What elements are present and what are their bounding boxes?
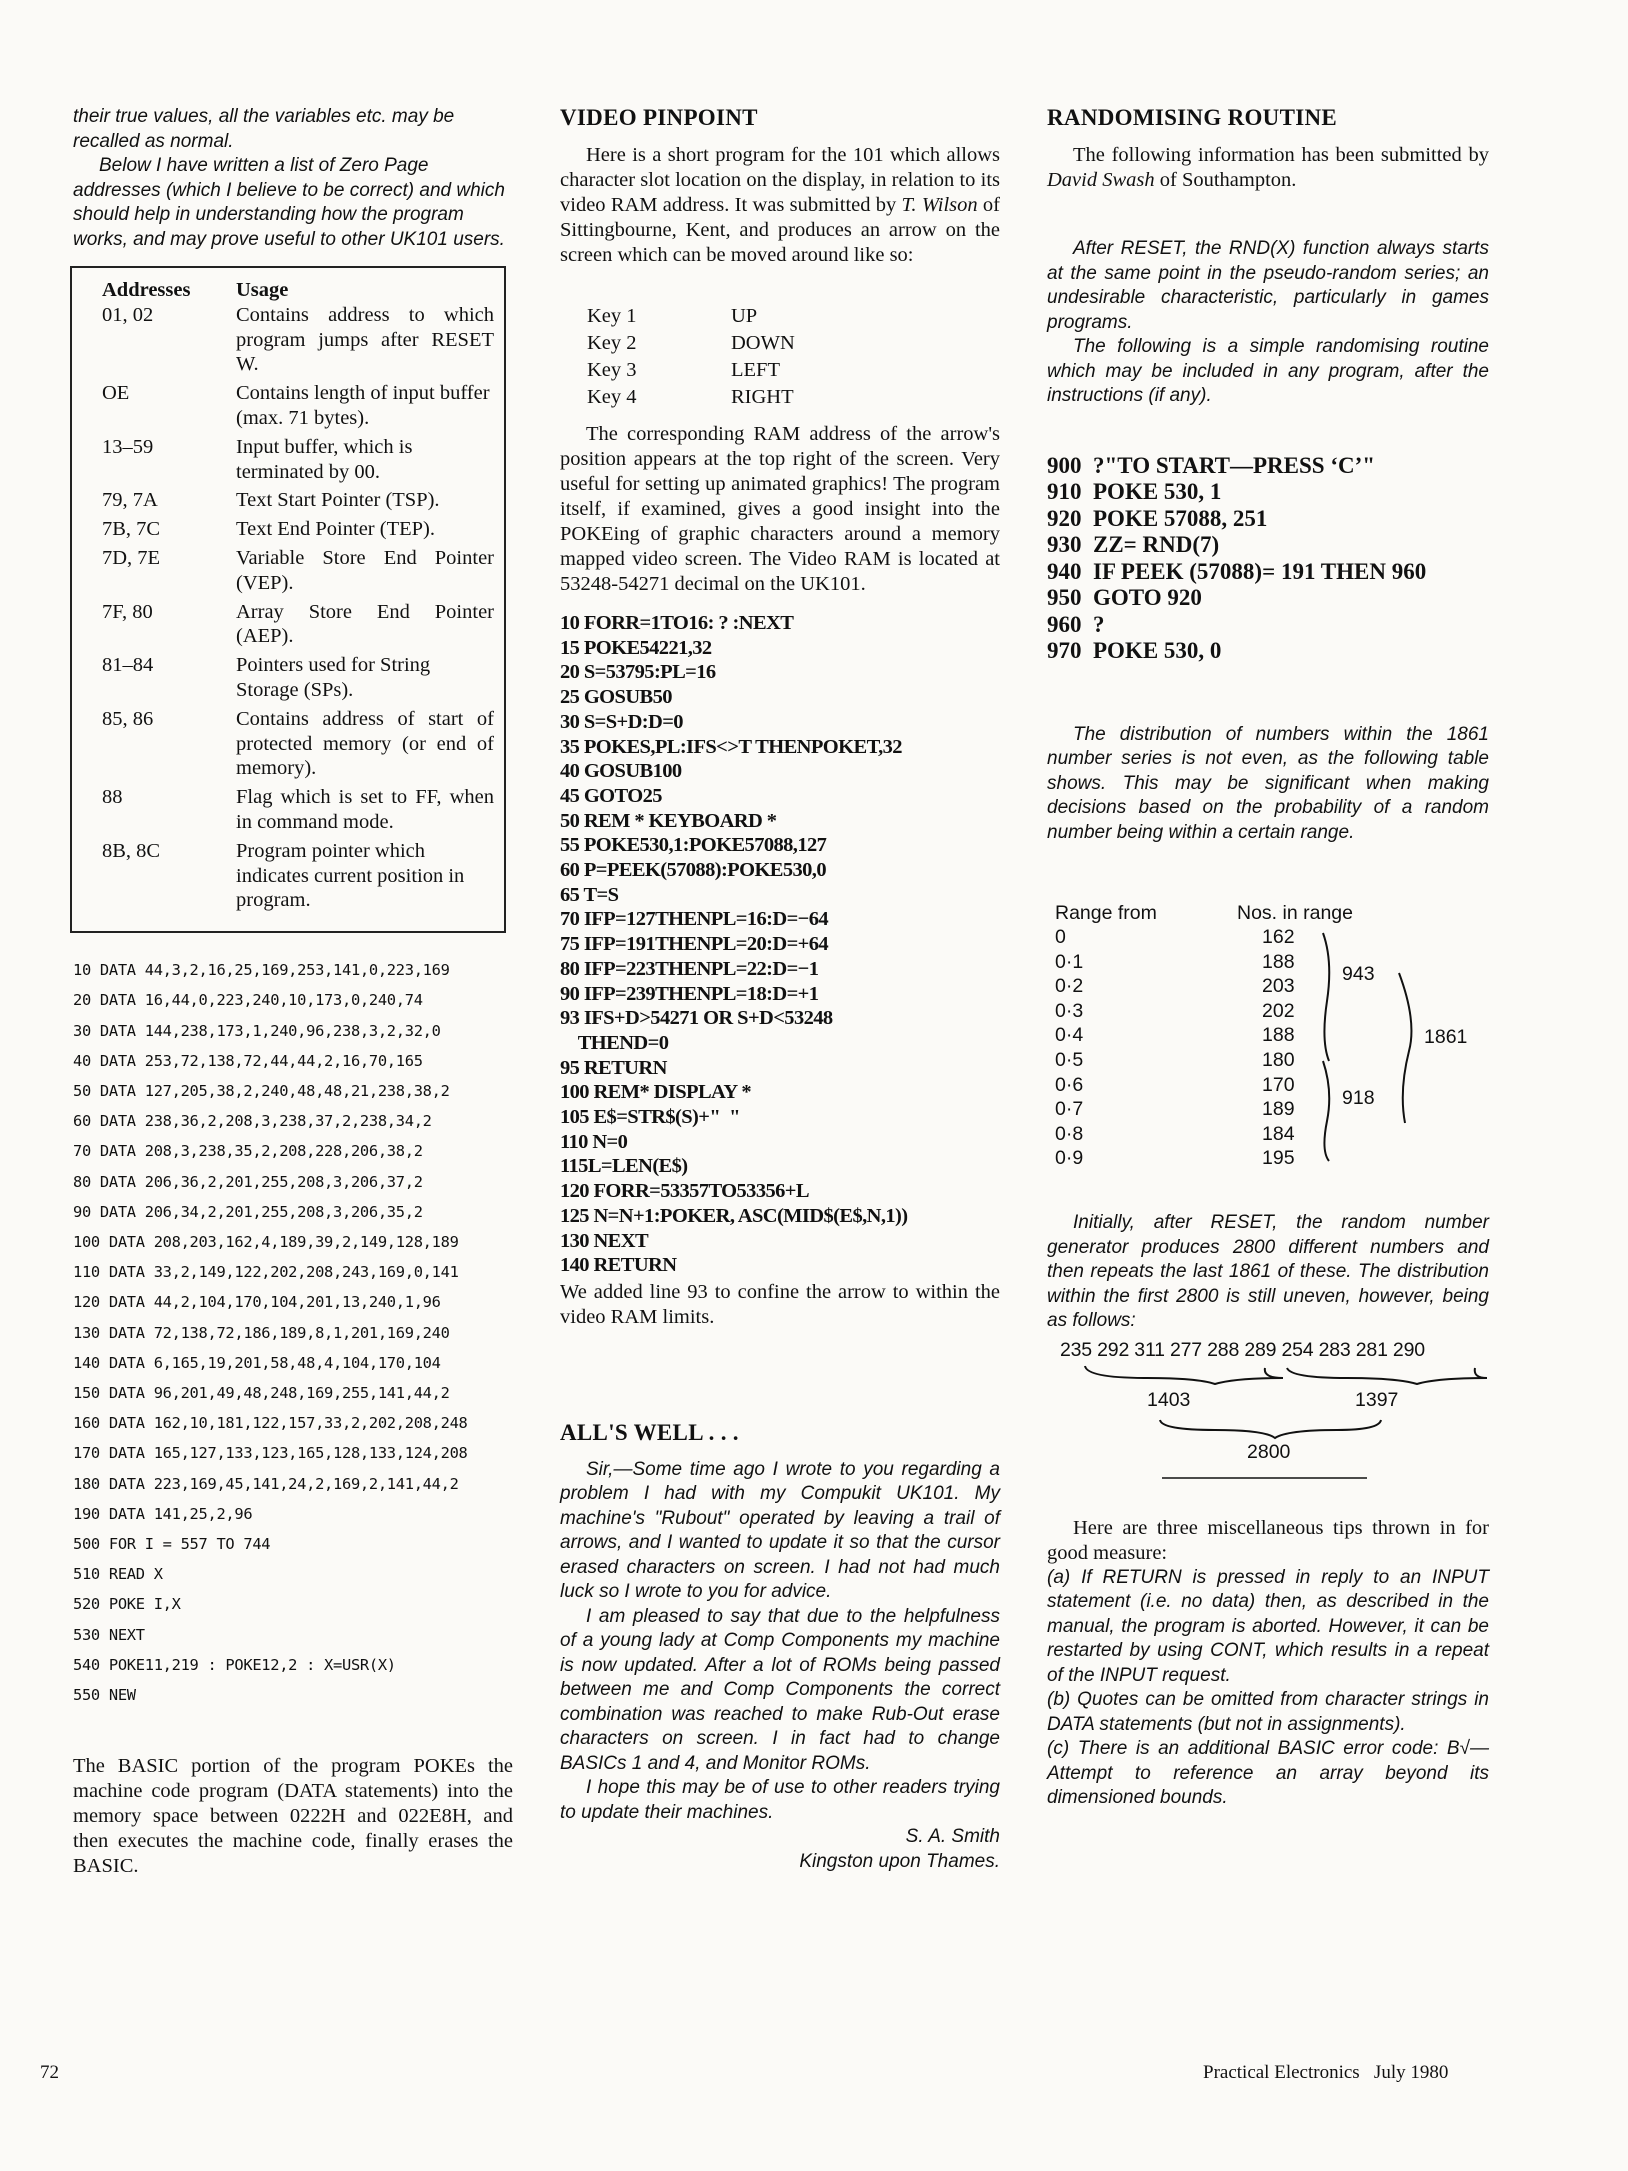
key-direction: DOWN xyxy=(731,332,795,354)
range-count-cell: 184 xyxy=(1262,1122,1295,1145)
distribution-braces xyxy=(1047,1338,1487,1488)
intro-text-a: The following information has been submitted by xyxy=(1073,144,1489,166)
italic-para: The following is a simple randomising routine which may be included in any program, after the instructions (if any). xyxy=(1047,336,1489,406)
usage-cell: Program pointer which indicates current position in program. xyxy=(236,839,465,912)
key-row xyxy=(587,331,795,356)
usage-cell: Input buffer, which is terminated by 00. xyxy=(236,435,413,483)
addr-cell: 01, 02 xyxy=(102,303,154,326)
key-row xyxy=(587,358,795,383)
intro-line-1: their true values, all the variables etc. may be recalled as normal. xyxy=(73,106,455,152)
intro-line-2: Below I have written a list of Zero Page addresses (which I believe to be correct) and which should help in understanding how the program works, and may prove useful to other UK101 users. xyxy=(73,155,505,250)
range-header-from: Range from xyxy=(1055,902,1157,924)
range-count-cell: 188 xyxy=(1262,950,1295,973)
intro-text-a: Here is a short program for the 101 which allows character slot location on the display, in relation to its video RAM address. It was submitted by xyxy=(560,144,1000,216)
line-93-note xyxy=(560,1280,1000,1330)
bracket-943 xyxy=(1323,933,1329,1061)
column-right xyxy=(1047,105,1489,1811)
usage-cell: Pointers used for String Storage (SPs). xyxy=(236,654,431,701)
addr-cell: 13–59 xyxy=(102,435,154,458)
basic-paragraph xyxy=(73,1754,513,1879)
range-brackets xyxy=(1047,901,1487,1171)
table-row xyxy=(102,653,494,707)
italic-para: Initially, after RESET, the random number generator produces 2800 different numbers and then repeats the last 1861 of these. The distribution within the first 2800 is still uneven, however, being as follows: xyxy=(1047,1212,1489,1331)
tips-intro-text: Here are three miscellaneous tips thrown in for good measure: xyxy=(1047,1516,1489,1564)
tips-list xyxy=(1047,1566,1489,1811)
range-count-cell: 202 xyxy=(1262,999,1295,1022)
table-row xyxy=(102,785,494,839)
letter-para: I hope this may be of use to other readers trying to update their machines. xyxy=(560,1777,1000,1823)
key-row xyxy=(587,304,795,329)
usage-cell: Contains address to which program jumps after RESET W. xyxy=(236,303,494,376)
key-direction: LEFT xyxy=(731,359,780,381)
addr-cell: 88 xyxy=(102,786,123,809)
range-count-cell: 188 xyxy=(1262,1024,1295,1047)
table-row xyxy=(102,381,494,435)
intro-text-b: of Sittingbourne, Kent, and produces an arrow on the screen which can be moved around like so: xyxy=(560,194,1000,266)
range-table xyxy=(1047,901,1489,1171)
letter-signature: S. A. Smith xyxy=(905,1826,1000,1848)
key-label: Key 3 xyxy=(587,359,637,381)
author-name: T. Wilson xyxy=(901,194,978,216)
header-addresses: Addresses xyxy=(102,279,191,301)
basic-paragraph-text: The BASIC portion of the program POKEs the machine code program (DATA statements) into the memory space between 0222H and 022E8H, and then executes the machine code, finally erases the BASIC. xyxy=(73,1755,513,1878)
usage-cell: Variable Store End Pointer (VEP). xyxy=(236,546,494,594)
intro-text-b: of Southampton. xyxy=(1154,169,1297,191)
video-pinpoint-heading: VIDEO PINPOINT xyxy=(560,105,758,130)
sum-1397: 1397 xyxy=(1355,1388,1399,1411)
line-93-note-text: We added line 93 to confine the arrow to within the video RAM limits. xyxy=(560,1280,1000,1328)
key-table xyxy=(585,302,797,412)
italic-para: After RESET, the RND(X) function always starts at the same point in the pseudo-random series; an undesirable characteristic, particularly in games programs. xyxy=(1047,238,1489,333)
table-row xyxy=(102,517,494,546)
range-count-cell: 180 xyxy=(1262,1049,1295,1071)
bracket-918 xyxy=(1323,1061,1329,1161)
range-count-cell: 195 xyxy=(1262,1147,1295,1170)
usage-cell: Contains address of start of protected memory (or end of memory). xyxy=(236,707,494,780)
video-pinpoint-intro xyxy=(560,143,1000,268)
basic-program-listing: 10 FORR=1TO16: ? :NEXT 15 POKE54221,32 20 S=53795:PL=16 25 GOSUB50 30 S=S+D:D=0 35 POKES,PL:IFS<>T THENPOKET,32 40 GOSUB100 45 GOTO25 50 REM * KEYBOARD * 55 POKE530,1:POKE57088,127 60 P=PEEK(57088):POKE530,0 65 T=S 70 IFP=127THENPL=16:D=−64 75 IFP=191THENPL=20:D=+64 80 IFP=223THENPL=22:D=−1 90 IFP=239THENPL=18:D=+1 93 IFS+D>54271 OR S+D<53248 THEND=0 95 RETURN 100 REM* DISPLAY * 105 E$=STR$(S)+" " 110 N=0 115L=LEN(E$) 120 FORR=53357TO53356+L 125 N=N+1:POKER, ASC(MID$(E$,N,1)) 130 NEXT 140 RETURN xyxy=(560,612,908,1277)
tip-item: (b) Quotes can be omitted from character strings in DATA statements (but not in assignments). xyxy=(1047,1689,1489,1735)
publication-footer: Practical Electronics July 1980 xyxy=(1203,2062,1449,2083)
page-number: 72 xyxy=(40,2062,59,2083)
distribution-figure xyxy=(1047,1338,1489,1488)
letter-body xyxy=(560,1458,1000,1875)
table-row xyxy=(102,546,494,600)
tips-intro xyxy=(1047,1516,1489,1566)
range-from-cell: 0·4 xyxy=(1055,1024,1084,1047)
ram-paragraph-text: The corresponding RAM address of the arrow's position appears at the top right of the screen. Very useful for setting up animated graphics! The program itself, if examined, gives a good insight into the POKEing of graphic characters around a memory mapped video screen. The Video RAM is located at 53248-54271 decimal on the UK101. xyxy=(560,423,1000,595)
distribution-text xyxy=(1047,723,1489,846)
usage-cell: Flag which is set to FF, when in command mode. xyxy=(236,786,494,833)
tip-item: (c) There is an additional BASIC error code: B√—Attempt to reference an array beyond its dimensioned bounds. xyxy=(1047,1738,1489,1808)
usage-cell: Contains length of input buffer (max. 71 bytes). xyxy=(236,382,490,429)
key-row xyxy=(587,385,795,410)
usage-cell: Text Start Pointer (TSP). xyxy=(236,489,440,512)
range-count-cell: 189 xyxy=(1262,1098,1295,1121)
addr-cell: OE xyxy=(102,382,130,405)
table-row xyxy=(102,839,494,917)
range-count-cell: 162 xyxy=(1262,926,1295,948)
sum-918: 918 xyxy=(1342,1087,1375,1109)
key-label: Key 2 xyxy=(587,332,637,354)
range-from-cell: 0 xyxy=(1055,926,1066,948)
key-direction: UP xyxy=(731,305,758,327)
randomising-code: 900 ?"TO START—PRESS ‘C’" 910 POKE 530, 1 920 POKE 57088, 251 930 ZZ= RND(7) 940 IF PEEK (57088)= 191 THEN 960 950 GOTO 920 960 ? 970 POKE 530, 0 xyxy=(1047,452,1427,663)
addr-cell: 7F, 80 xyxy=(102,600,153,623)
addr-cell: 85, 86 xyxy=(102,707,154,730)
intro-text xyxy=(73,105,513,252)
initially-text xyxy=(1047,1211,1489,1334)
randomising-heading: RANDOMISING ROUTINE xyxy=(1047,105,1338,130)
addr-cell: 8B, 8C xyxy=(102,839,161,862)
addr-cell: 81–84 xyxy=(102,654,154,677)
usage-cell: Array Store End Pointer (AEP). xyxy=(236,600,494,648)
sum-2800: 2800 xyxy=(1247,1440,1291,1463)
range-header-nos: Nos. in range xyxy=(1237,902,1353,924)
range-from-cell: 0·7 xyxy=(1055,1098,1084,1121)
addr-cell: 7D, 7E xyxy=(102,546,161,569)
sum-1403: 1403 xyxy=(1147,1388,1191,1411)
sum-1861: 1861 xyxy=(1424,1026,1468,1048)
table-row xyxy=(102,303,494,381)
range-from-cell: 0·6 xyxy=(1055,1073,1084,1096)
letter-para: I am pleased to say that due to the helpfulness of a young lady at Comp Components my machine is now updated. After a lot of ROMs being passed between me and Comp Components the correct combination was reached to make Rub-Out erase characters on screen. I in fact had to change BASICs 1 and 4, and Monitor ROMs. xyxy=(560,1605,1000,1774)
column-middle xyxy=(560,105,1000,1874)
ram-paragraph xyxy=(560,422,1000,597)
addr-cell: 79, 7A xyxy=(102,489,158,512)
range-from-cell: 0·8 xyxy=(1055,1122,1084,1145)
header-usage: Usage xyxy=(236,279,289,301)
usage-cell: Text End Pointer (TEP). xyxy=(236,518,435,541)
letter-place: Kingston upon Thames. xyxy=(799,1850,1000,1872)
author-name: David Swash xyxy=(1047,169,1155,191)
zero-page-table xyxy=(70,266,506,933)
key-label: Key 1 xyxy=(587,305,637,327)
sum-943: 943 xyxy=(1342,963,1375,985)
range-from-cell: 0·9 xyxy=(1055,1147,1084,1170)
italic-para: The distribution of numbers within the 1861 number series is not even, as the following table shows. This may be significant when making decisions based on the probability of a random number being within a certain range. xyxy=(1047,723,1489,843)
distribution-numbers: 235 292 311 277 288 289 254 283 281 290 xyxy=(1060,1338,1425,1361)
range-from-cell: 0·3 xyxy=(1055,999,1084,1022)
range-count-cell: 170 xyxy=(1262,1073,1295,1096)
range-from-cell: 0·2 xyxy=(1055,975,1084,998)
key-label: Key 4 xyxy=(587,386,637,408)
alls-well-heading: ALL'S WELL . . . xyxy=(560,1419,739,1445)
randomising-intro xyxy=(1047,143,1489,193)
key-direction: RIGHT xyxy=(731,386,794,408)
range-from-cell: 0·5 xyxy=(1055,1049,1084,1071)
table-row xyxy=(102,488,494,517)
column-left xyxy=(73,105,513,1879)
range-from-cell: 0·1 xyxy=(1055,950,1084,973)
table-row xyxy=(102,707,494,785)
table-row xyxy=(102,600,494,654)
letter-para: Sir,—Some time ago I wrote to you regarding a problem I had with my Compukit UK101. My machine's "Rubout" operated by leaving a trail of arrows, and I wanted to update it so that the cursor erased characters on screen. I had not had much luck so I wrote to you for advice. xyxy=(560,1458,1000,1603)
tip-item: (a) If RETURN is pressed in reply to an INPUT statement (i.e. no data) then, as described in the manual, the program is aborted. However, it can be restarted by using CONT, which results in a repeat of the INPUT request. xyxy=(1047,1566,1489,1686)
bracket-1861 xyxy=(1399,973,1411,1123)
randomising-italic-text xyxy=(1047,237,1489,409)
range-count-cell: 203 xyxy=(1262,975,1295,998)
data-listing: 10 DATA 44,3,2,16,25,169,253,141,0,223,169 20 DATA 16,44,0,223,240,10,173,0,240,74 30 DATA 144,238,173,1,240,96,238,3,2,32,0 40 DATA 253,72,138,72,44,44,2,16,70,165 50 DATA 127,205,38,2,240,48,48,21,238,38,2 60 DATA 238,36,2,208,3,238,37,2,238,34,2 70 DATA 208,3,238,35,2,208,228,206,38,2 80 DATA 206,36,2,201,255,208,3,206,37,2 90 DATA 206,34,2,201,255,208,3,206,35,2 100 DATA 208,203,162,4,189,39,2,149,128,189 110 DATA 33,2,149,122,202,208,243,169,0,141 120 DATA 44,2,104,170,104,201,13,240,1,96 130 DATA 72,138,72,186,189,8,1,201,169,240 140 DATA 6,165,19,201,58,48,4,104,170,104 150 DATA 96,201,49,48,248,169,255,141,44,2 160 DATA 162,10,181,122,157,33,2,202,208,248 170 DATA 165,127,133,123,165,128,133,124,208 180 DATA 223,169,45,141,24,2,169,2,141,44,2 190 DATA 141,25,2,96 500 FOR I = 557 TO 744 510 READ X 520 POKE I,X 530 NEXT 540 POKE11,219 : POKE12,2 : X=USR(X) 550 NEW xyxy=(73,961,468,1704)
addr-cell: 7B, 7C xyxy=(102,518,161,541)
table-row xyxy=(102,435,494,489)
